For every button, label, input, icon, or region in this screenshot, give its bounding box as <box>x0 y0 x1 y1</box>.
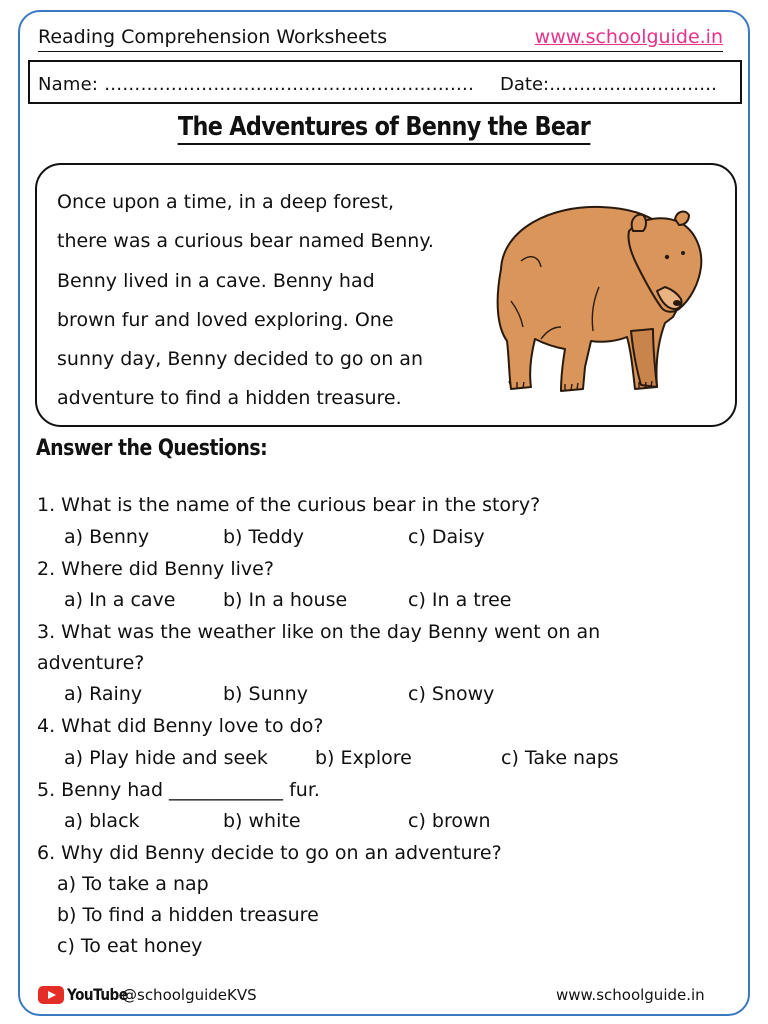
q1-option-b[interactable]: b) Teddy <box>223 526 304 548</box>
q2-option-a[interactable]: a) In a cave <box>64 589 176 611</box>
q6-option-b[interactable]: b) To find a hidden treasure <box>57 904 319 926</box>
q4-option-c[interactable]: c) Take naps <box>501 747 619 769</box>
questions-heading: Answer the Questions: <box>36 436 268 461</box>
q1-option-c[interactable]: c) Daisy <box>408 526 485 548</box>
name-date-box <box>28 60 742 104</box>
question-4: 4. What did Benny love to do? <box>37 715 324 737</box>
worksheet-header <box>38 24 723 52</box>
question-5: 5. Benny had ____________ fur. <box>37 779 320 801</box>
header-title: Reading Comprehension Worksheets <box>38 26 388 48</box>
q6-option-a[interactable]: a) To take a nap <box>57 873 209 895</box>
question-3: 3. What was the weather like on the day Benny went on an <box>37 621 601 643</box>
story-line: brown fur and loved exploring. One <box>57 308 394 331</box>
q5-option-c[interactable]: c) brown <box>408 810 491 832</box>
q4-option-b[interactable]: b) Explore <box>315 747 412 769</box>
question-3-continued: adventure? <box>37 652 145 674</box>
worksheet-title-text: The Adventures of Benny the Bear <box>178 112 590 145</box>
youtube-label: YouTube <box>67 985 128 1004</box>
q5-option-b[interactable]: b) white <box>223 810 301 832</box>
story-line: Once upon a time, in a deep forest, <box>57 191 395 213</box>
q6-option-c[interactable]: c) To eat honey <box>57 935 203 957</box>
q3-option-c[interactable]: c) Snowy <box>408 683 495 705</box>
question-1: 1. What is the name of the curious bear in the story? <box>37 494 541 516</box>
story-line: adventure to find a hidden treasure. <box>57 387 402 410</box>
story-line: there was a curious bear named Benny. <box>57 230 434 253</box>
story-text <box>57 183 477 419</box>
youtube-icon[interactable] <box>38 986 64 1004</box>
question-6: 6. Why did Benny decide to go on an adventure? <box>37 842 502 864</box>
question-2: 2. Where did Benny live? <box>37 558 274 580</box>
q2-option-c[interactable]: c) In a tree <box>408 589 512 611</box>
q3-option-b[interactable]: b) Sunny <box>223 683 308 705</box>
story-line: Benny lived in a cave. Benny had <box>57 269 375 292</box>
header-url-link[interactable]: www.schoolguide.in <box>534 26 723 48</box>
bear-illustration <box>481 191 709 397</box>
q4-option-a[interactable]: a) Play hide and seek <box>64 747 268 769</box>
q3-option-a[interactable]: a) Rainy <box>64 683 143 705</box>
name-field[interactable]: Name: ……………………………………………………. <box>38 74 475 95</box>
worksheet-title <box>54 112 714 142</box>
story-line: sunny day, Benny decided to go on an <box>57 348 423 371</box>
q2-option-b[interactable]: b) In a house <box>223 589 348 611</box>
youtube-handle[interactable]: @schoolguideKVS <box>122 986 257 1004</box>
footer-url-link[interactable]: www.schoolguide.in <box>556 986 705 1004</box>
date-field[interactable]: Date:………………………. <box>500 74 717 95</box>
story-box <box>35 163 737 427</box>
q1-option-a[interactable]: a) Benny <box>64 526 150 548</box>
q5-option-a[interactable]: a) black <box>64 810 140 832</box>
